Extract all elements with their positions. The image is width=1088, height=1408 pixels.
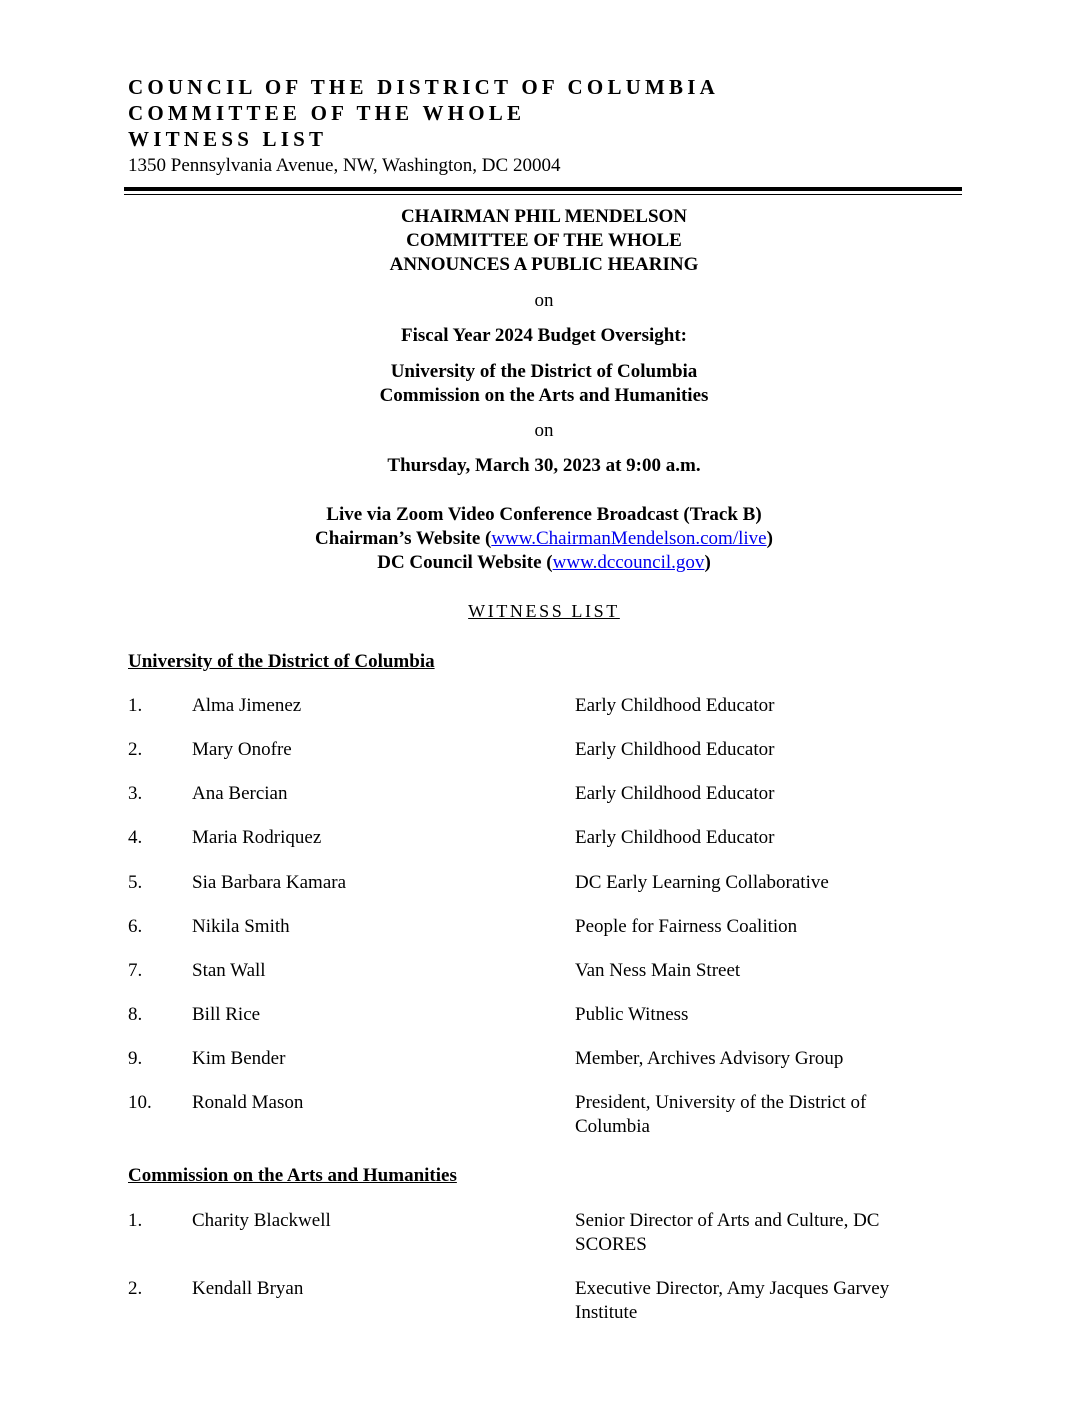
announcement-line-2: COMMITTEE OF THE WHOLE — [406, 230, 682, 251]
witness-number: 8. — [128, 1004, 143, 1025]
witness-affiliation: People for Fairness Coalition — [575, 916, 798, 937]
chairman-website-line: Chairman’s Website (www.ChairmanMendelson.com/live) — [315, 528, 773, 549]
witness-name: Ana Bercian — [192, 783, 288, 804]
witness-number: 5. — [128, 872, 143, 893]
on-text-1: on — [534, 290, 554, 311]
witness-number: 9. — [128, 1048, 143, 1069]
witness-number: 1. — [128, 1210, 143, 1231]
council-address: 1350 Pennsylvania Avenue, NW, Washington, DC 20004 — [128, 155, 561, 176]
hearing-datetime: Thursday, March 30, 2023 at 9:00 a.m. — [387, 455, 701, 476]
witness-number: 3. — [128, 783, 143, 804]
committee-name: COMMITTEE OF THE WHOLE — [128, 101, 526, 125]
witness-number: 6. — [128, 916, 143, 937]
section-heading-arts: Commission on the Arts and Humanities — [128, 1165, 457, 1186]
witness-affiliation: DC Early Learning Collaborative — [575, 872, 829, 893]
witness-name: Kendall Bryan — [192, 1278, 304, 1299]
document-type: WITNESS LIST — [128, 127, 328, 151]
announcement-heading — [0, 205, 1088, 277]
chairman-website-link[interactable]: www.ChairmanMendelson.com/live — [491, 528, 767, 549]
witness-affiliation: Executive Director, Amy Jacques Garvey Institute — [575, 1278, 890, 1323]
hearing-topic: Fiscal Year 2024 Budget Oversight: — [400, 325, 688, 346]
broadcast-info — [0, 503, 1088, 575]
agency-2: Commission on the Arts and Humanities — [379, 385, 709, 406]
council-website-line: DC Council Website (www.dccouncil.gov) — [377, 552, 711, 573]
witness-number: 10. — [128, 1092, 152, 1113]
witness-affiliation: Early Childhood Educator — [575, 783, 775, 804]
witness-name: Kim Bender — [192, 1048, 286, 1069]
witness-number: 2. — [128, 739, 143, 760]
witness-number: 2. — [128, 1278, 143, 1299]
council-website-link[interactable]: www.dccouncil.gov — [552, 552, 705, 573]
letterhead — [128, 74, 719, 178]
on-text-2: on — [534, 420, 554, 441]
council-name: COUNCIL OF THE DISTRICT OF COLUMBIA — [128, 75, 719, 99]
witness-name: Maria Rodriquez — [192, 827, 322, 848]
witness-name: Bill Rice — [192, 1004, 261, 1025]
header-rule-thin — [124, 194, 962, 195]
witness-number: 7. — [128, 960, 143, 981]
witness-affiliation: Early Childhood Educator — [575, 739, 775, 760]
witness-affiliation: Member, Archives Advisory Group — [575, 1048, 844, 1069]
witness-name: Sia Barbara Kamara — [192, 872, 347, 893]
section-heading-udc: University of the District of Columbia — [128, 651, 435, 672]
witness-name: Charity Blackwell — [192, 1210, 331, 1231]
witness-list-heading: WITNESS LIST — [468, 601, 620, 621]
witness-number: 4. — [128, 827, 143, 848]
witness-affiliation: Early Childhood Educator — [575, 827, 775, 848]
header-rule-thick — [124, 187, 962, 191]
announcement-line-3: ANNOUNCES A PUBLIC HEARING — [389, 254, 699, 275]
witness-name: Mary Onofre — [192, 739, 292, 760]
witness-number: 1. — [128, 695, 143, 716]
witness-affiliation: Van Ness Main Street — [575, 960, 741, 981]
broadcast-line: Live via Zoom Video Conference Broadcast (Track B) — [326, 504, 762, 525]
witness-name: Alma Jimenez — [192, 695, 302, 716]
witness-affiliation: Early Childhood Educator — [575, 695, 775, 716]
witness-affiliation: Public Witness — [575, 1004, 689, 1025]
witness-name: Ronald Mason — [192, 1092, 304, 1113]
agency-1: University of the District of Columbia — [390, 361, 698, 382]
agency-list — [0, 360, 1088, 408]
announcement-line-1: CHAIRMAN PHIL MENDELSON — [400, 206, 688, 227]
witness-name: Stan Wall — [192, 960, 266, 981]
witness-affiliation: Senior Director of Arts and Culture, DC SCORES — [575, 1210, 880, 1255]
witness-affiliation: President, University of the District of Columbia — [575, 1092, 867, 1137]
witness-name: Nikila Smith — [192, 916, 290, 937]
